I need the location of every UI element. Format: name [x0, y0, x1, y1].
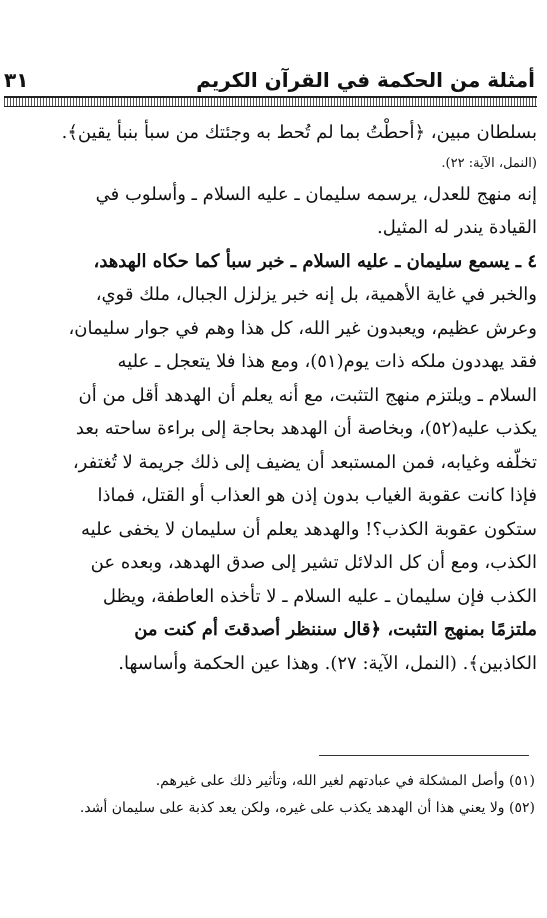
- footnotes: [8, 768, 535, 822]
- body-line: القيادة يندر له المثيل.: [377, 217, 537, 238]
- footnote-separator: [319, 755, 529, 756]
- body-line: السلام ـ ويلتزم منهج التثبت، مع أنه يعلم أن الهدهد أقل من أن: [78, 384, 537, 406]
- footnote: (٥١) وأصل المشكلة في عبادتهم لغير الله، وتأثير ذلك على غيرهم.: [155, 773, 535, 789]
- body-line: الكذب فإن سليمان ـ عليه السلام ـ لا تأخذه العاطفة، ويظل: [102, 585, 537, 607]
- body-line: والخبر في غاية الأهمية، بل إنه خبر يزلزل الجبال، ملك قوي،: [95, 284, 537, 305]
- running-title: أمثلة من الحكمة في القرآن الكريم: [196, 68, 535, 92]
- header-rule: [4, 96, 537, 107]
- body-line: فقد يهددون ملكه ذات يوم(٥١)، ومع هذا فلا يتعجل ـ عليه: [117, 351, 537, 372]
- body-line: تخلّفه وغيابه، فمن المستبعد أن يضيف إلى ذلك جريمة لا تُغتفر،: [72, 451, 537, 473]
- body-line: ملتزمًا بمنهج التثبت، ﴿قال سننظر أصدقتَ أم كنت من: [134, 619, 537, 640]
- body-line: يكذب عليه(٥٢)، وبخاصة أن الهدهد بحاجة إلى براءة ساحته بعد: [75, 418, 537, 439]
- body-line: الكاذبين﴾. (النمل، الآية: ٢٧). وهذا عين الحكمة وأساسها.: [118, 652, 537, 674]
- body-line: إنه منهج للعدل، يرسمه سليمان ـ عليه السلام ـ وأسلوب في: [95, 183, 537, 205]
- body-line: بسلطان مبين، ﴿أحطْتُ بما لم تُحط به وجئتك من سبأ بنبأ يقين﴾.: [61, 122, 537, 143]
- body-line: فإذا كانت عقوبة الغياب بدون إذن هو العذاب أو القتل، فماذا: [97, 485, 537, 506]
- page-number: ٣١: [4, 68, 29, 92]
- body-line: ٤ ـ يسمع سليمان ـ عليه السلام ـ خبر سبأ كما حكاه الهدهد،: [93, 250, 537, 272]
- body-line: الكذب، ومع أن كل الدلائل تشير إلى صدق الهدهد، وبعده عن: [90, 552, 537, 573]
- body-line: ستكون عقوبة الكذب؟! والهدهد يعلم أن سليمان لا يخفى عليه: [81, 518, 537, 540]
- page-header: [4, 62, 535, 92]
- body-line: وعرش عظيم، ويعبدون غير الله، كل هذا وهم في جوار سليمان،: [68, 317, 537, 339]
- body-text: [8, 116, 537, 680]
- footnote: (٥٢) ولا يعني هذا أن الهدهد يكذب على غيره، ولكن يعد كذبة على سليمان أشد.: [79, 800, 535, 816]
- verse-reference: (النمل، الآية: ٢٢).: [441, 155, 537, 171]
